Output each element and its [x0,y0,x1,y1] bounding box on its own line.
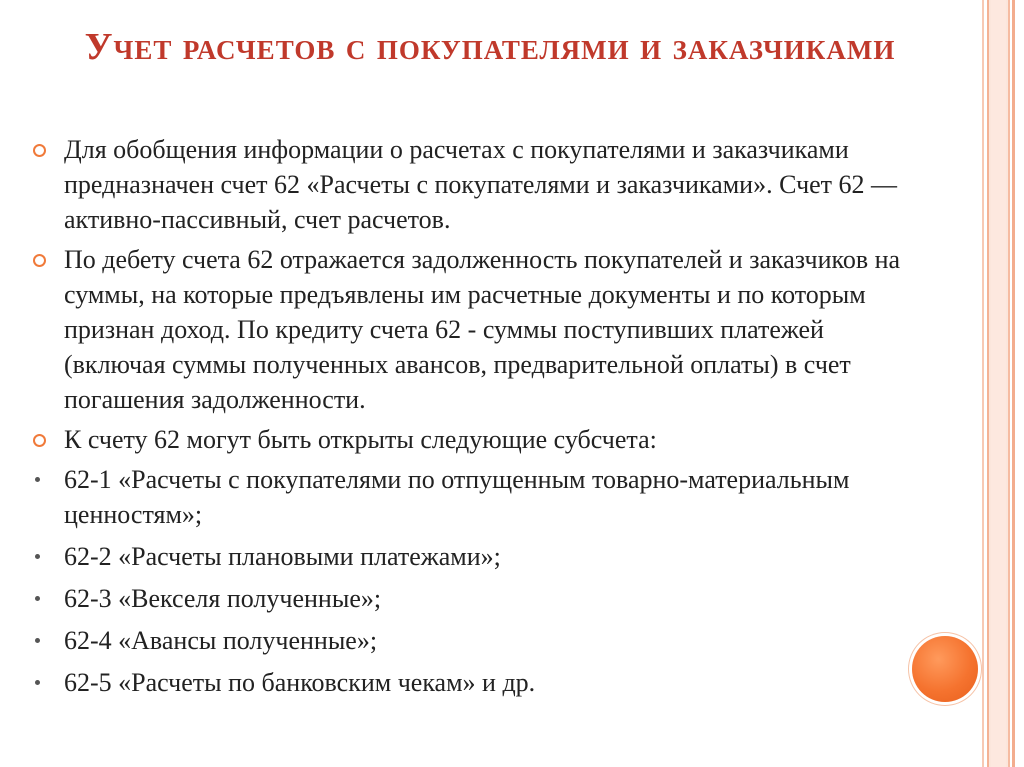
decorative-stripe-inner [991,0,1006,767]
bullet-text: 62-3 «Векселя полученные»; [64,584,382,613]
bullet-item [33,422,928,457]
bullet-item [33,242,928,417]
bullet-text: 62-1 «Расчеты с покупателями по отпущенным товарно-материальным ценностям»; [64,465,850,529]
decorative-stripes [978,0,1024,767]
sub-bullet-item [33,581,928,616]
bullet-text: 62-4 «Авансы полученные»; [64,626,378,655]
sub-bullet-item [33,539,928,574]
bullet-text: 62-5 «Расчеты по банковским чекам» и др. [64,668,536,697]
slide-content [33,132,928,707]
dot-bullet-icon [35,477,40,482]
bullet-item [33,132,928,237]
dot-bullet-icon [35,638,40,643]
bullet-text: По дебету счета 62 отражается задолженность покупателей и заказчиков на суммы, на которые предъявлены им расчетные документы и по которым признан доход. По кредиту счета 62 - суммы поступивших платежей (включая суммы полученных авансов, предварительной оплаты) в счет погашения задолженности. [64,245,901,414]
bullet-text: 62-2 «Расчеты плановыми платежами»; [64,542,501,571]
ring-bullet-icon [33,434,46,447]
sub-bullet-item [33,462,928,532]
bullet-text: К счету 62 могут быть открыты следующие субсчета: [64,425,657,454]
ring-bullet-icon [33,144,46,157]
slide-title: Учет расчетов с покупателями и заказчиками [84,26,896,68]
ring-bullet-icon [33,254,46,267]
bullet-text: Для обобщения информации о расчетах с покупателями и заказчиками предназначен счет 62 «Расчеты с покупателями и заказчиками». Счет 62 — активно-пассивный, счет расчетов. [64,135,898,234]
dot-bullet-icon [35,596,40,601]
sub-bullet-item [33,665,928,700]
dot-bullet-icon [35,680,40,685]
dot-bullet-icon [35,554,40,559]
sub-bullet-item [33,623,928,658]
